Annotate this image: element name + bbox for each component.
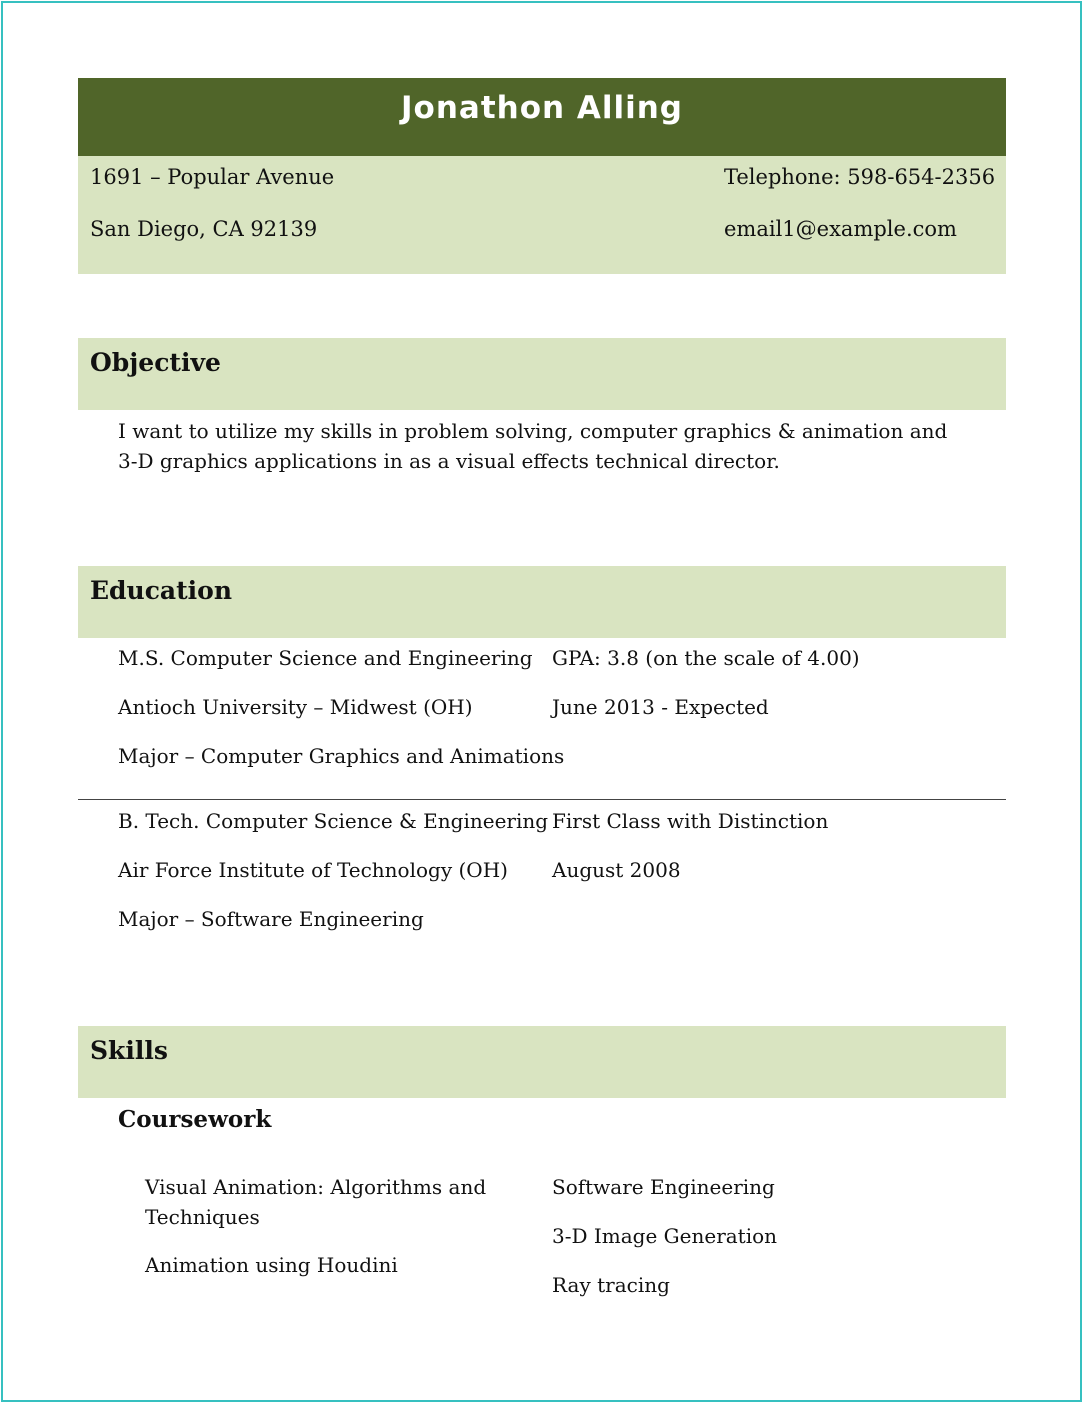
skills-title: Skills [90,1036,168,1065]
person-name: Jonathon Alling [401,90,683,126]
edu-2-degree: B. Tech. Computer Science & Engineering [118,809,549,833]
course-item: Visual Animation: Algorithms and Techniques [145,1175,487,1229]
edu-2-school: Air Force Institute of Technology (OH) [118,858,508,882]
coursework-title: Coursework [118,1106,272,1133]
course-item: Software Engineering [552,1175,775,1199]
objective-header [78,338,1006,410]
email[interactable]: email1@example.com [724,217,957,241]
education-header [78,566,1006,638]
edu-1-major: Major – Computer Graphics and Animations [118,744,565,768]
education-title: Education [90,576,233,605]
edu-1-gpa: GPA: 3.8 (on the scale of 4.00) [552,646,860,670]
address-line-1: 1691 – Popular Avenue [90,165,335,189]
telephone: Telephone: 598-654-2356 [724,165,996,189]
address-line-2: San Diego, CA 92139 [90,217,318,241]
course-item: Ray tracing [552,1273,670,1297]
course-item: Animation using Houdini [145,1253,398,1277]
skills-header [78,1026,1006,1098]
course-item: 3-D Image Generation [552,1224,778,1248]
edu-2-date: August 2008 [552,858,681,882]
edu-2-honors: First Class with Distinction [552,809,829,833]
edu-1-school: Antioch University – Midwest (OH) [118,695,473,719]
edu-1-degree: M.S. Computer Science and Engineering [118,646,533,670]
edu-2-major: Major – Software Engineering [118,907,424,931]
objective-text: I want to utilize my skills in problem solving, computer graphics & animation and 3-D graphics applications in as a visual effects technical director. [118,419,948,473]
education-divider [78,799,1006,800]
name-header [78,78,1006,156]
edu-1-date: June 2013 - Expected [552,695,769,719]
objective-title: Objective [90,348,221,377]
